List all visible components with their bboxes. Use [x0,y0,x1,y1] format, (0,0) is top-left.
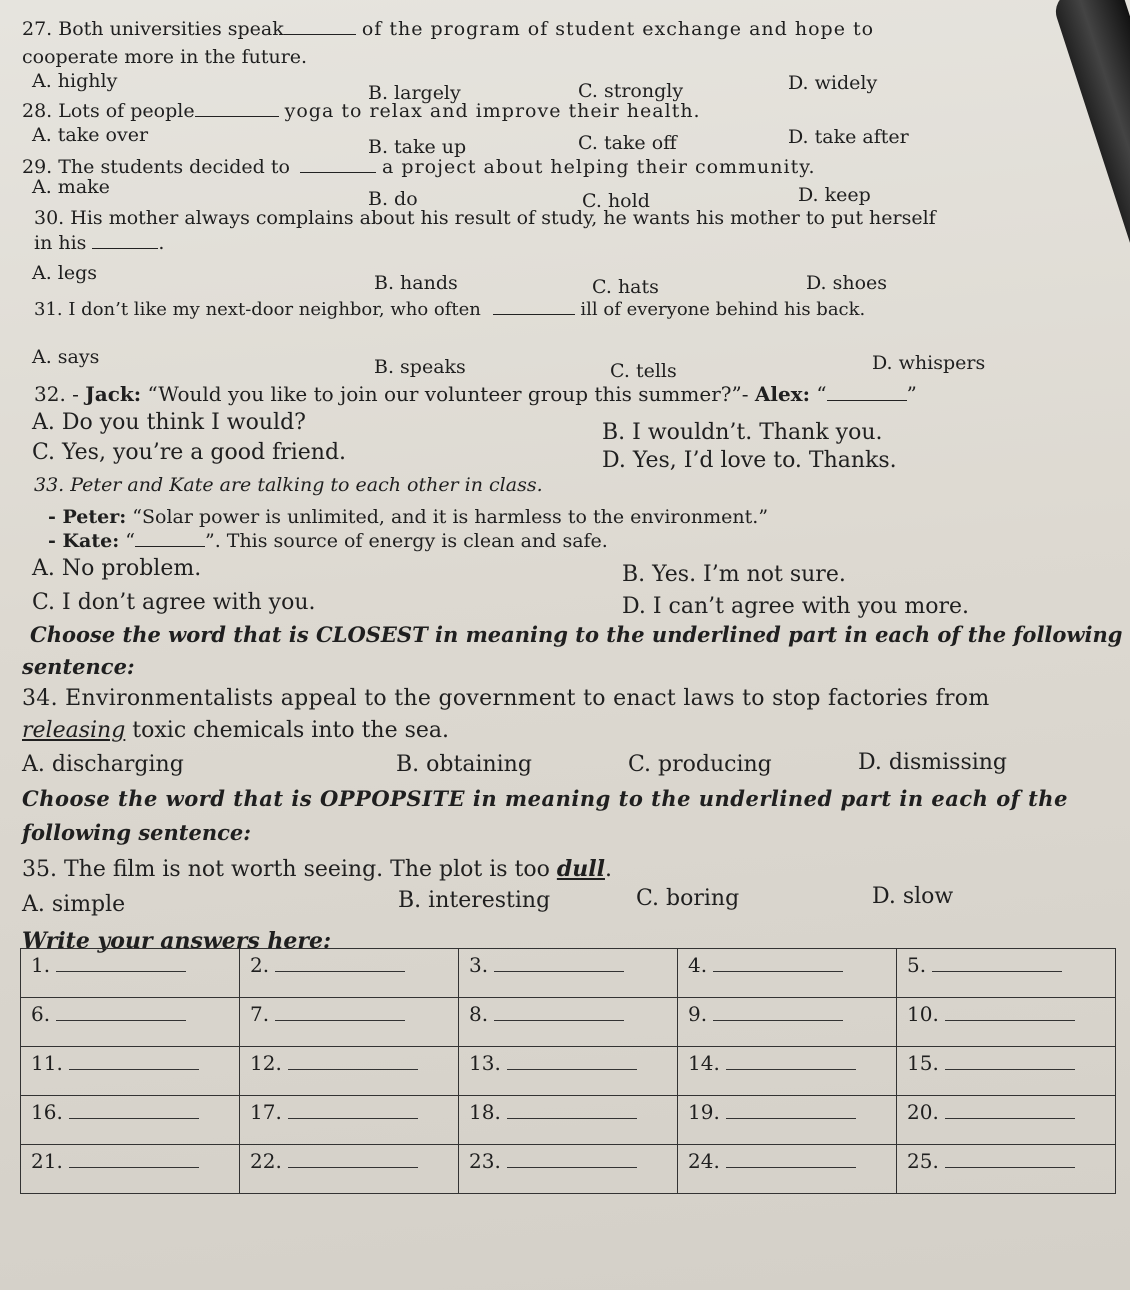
q30-option-c: C. hats [592,276,659,298]
answer-number: 7. [250,1002,270,1026]
q27-option-c: C. strongly [578,80,684,102]
q35-stem: 35. The film is not worth seeing. The plot is too dull. [22,856,612,882]
answer-blank[interactable] [275,955,405,972]
answer-blank[interactable] [945,1151,1075,1168]
q32-option-c: C. Yes, you’re a good friend. [32,440,347,465]
q33-option-d: D. I can’t agree with you more. [622,594,970,619]
answer-row [21,998,1116,1047]
answer-number: 19. [688,1100,720,1124]
q34-option-c: C. producing [628,752,772,777]
answer-blank[interactable] [945,1053,1075,1070]
answer-cell[interactable] [240,949,459,998]
answer-blank[interactable] [494,1004,624,1021]
q35-option-b: B. interesting [398,888,551,913]
answer-cell[interactable] [678,998,897,1047]
answer-cell[interactable] [21,1096,240,1145]
q34-option-b: B. obtaining [396,752,532,777]
q33-blank [135,530,205,547]
q28-option-a: A. take over [32,124,149,146]
q30-stem: 30. His mother always complains about his result of study, he wants his mother to put herself [34,207,936,229]
q31-blank [493,298,575,315]
q29-option-c: C. hold [582,190,650,212]
q34-option-a: A. discharging [22,752,184,777]
answer-blank[interactable] [494,955,624,972]
answer-blank[interactable] [288,1102,418,1119]
q30-option-b: B. hands [374,272,458,294]
q34-option-d: D. dismissing [858,750,1008,775]
answer-blank[interactable] [713,955,843,972]
q33-option-b: B. Yes. I’m not sure. [622,562,846,587]
answer-cell[interactable] [897,1145,1116,1194]
answer-cell[interactable] [459,998,678,1047]
answer-cell[interactable] [459,1047,678,1096]
answer-blank[interactable] [945,1102,1075,1119]
answer-blank[interactable] [69,1102,199,1119]
answer-row [21,949,1116,998]
answer-row [21,1047,1116,1096]
answer-blank[interactable] [69,1053,199,1070]
q34-stem-cont: releasing toxic chemicals into the sea. [22,718,450,743]
q29-option-d: D. keep [798,184,871,206]
q30-option-a: A. legs [32,262,98,284]
answer-number: 12. [250,1051,282,1075]
answer-cell[interactable] [240,1096,459,1145]
answer-cell[interactable] [897,998,1116,1047]
answer-cell[interactable] [459,1145,678,1194]
answer-row [21,1096,1116,1145]
q28-stem: 28. Lots of people yoga to relax and improve their health. [22,100,701,122]
answer-blank[interactable] [932,955,1062,972]
q31-option-d: D. whispers [872,352,986,374]
answer-blank[interactable] [288,1053,418,1070]
answer-cell[interactable] [897,949,1116,998]
answer-number: 14. [688,1051,720,1075]
answer-blank[interactable] [275,1004,405,1021]
answer-number: 22. [250,1149,282,1173]
q33-option-a: A. No problem. [32,556,202,581]
q28-blank [195,100,279,117]
answer-number: 21. [31,1149,63,1173]
answer-number: 25. [907,1149,939,1173]
q33-peter-line: - Peter: “Solar power is unlimited, and it is harmless to the environment.” [48,506,769,528]
answer-cell[interactable] [459,949,678,998]
answer-blank[interactable] [945,1004,1075,1021]
q31-option-c: C. tells [610,360,677,382]
answer-cell[interactable] [897,1047,1116,1096]
answer-blank[interactable] [56,1004,186,1021]
q34-stem: 34. Environmentalists appeal to the government to enact laws to stop factories from [22,686,990,711]
q31-option-a: A. says [32,346,100,368]
q31-stem: 31. I don’t like my next-door neighbor, who often ill of everyone behind his back. [34,299,866,320]
answer-cell[interactable] [240,998,459,1047]
q27-blank [284,18,356,35]
q28-option-b: B. take up [368,136,467,158]
answer-blank[interactable] [56,955,186,972]
q33-option-c: C. I don’t agree with you. [32,590,316,615]
opposite-instruction: Choose the word that is OPPOPSITE in meaning to the underlined part in each of the [22,786,1068,811]
q29-stem: 29. The students decided to a project about helping their community. [22,156,816,178]
answer-number: 11. [31,1051,63,1075]
q30-option-d: D. shoes [806,272,888,294]
answer-blank[interactable] [69,1151,199,1168]
answer-table [20,948,1116,1194]
answer-blank[interactable] [726,1102,856,1119]
answer-number: 23. [469,1149,501,1173]
answer-number: 16. [31,1100,63,1124]
q27-stem-cont: cooperate more in the future. [22,46,308,68]
answer-blank[interactable] [507,1151,637,1168]
closest-instruction-cont: sentence: [22,654,135,679]
answer-cell[interactable] [897,1096,1116,1145]
answer-number: 3. [469,953,489,977]
answer-number: 1. [31,953,51,977]
q29-option-a: A. make [32,176,110,198]
answer-cell[interactable] [678,1096,897,1145]
answer-blank[interactable] [507,1053,637,1070]
answer-number: 6. [31,1002,51,1026]
q29-blank [300,156,376,173]
q32-option-b: B. I wouldn’t. Thank you. [602,420,883,445]
answer-row [21,1145,1116,1194]
answer-blank[interactable] [713,1004,843,1021]
q32-blank [827,384,907,401]
answers-title: Write your answers here: [22,928,332,954]
answer-number: 24. [688,1149,720,1173]
q33-kate-line: - Kate: “ ”. This source of energy is clean and safe. [48,530,608,552]
answer-number: 18. [469,1100,501,1124]
answer-number: 17. [250,1100,282,1124]
answer-number: 20. [907,1100,939,1124]
answer-number: 10. [907,1002,939,1026]
q32-stem: 32. - Jack: “Would you like to join our volunteer group this summer?”- Alex: “ ” [34,382,917,406]
answer-blank[interactable] [726,1151,856,1168]
answer-number: 13. [469,1051,501,1075]
answer-cell[interactable] [21,1047,240,1096]
q32-option-a: A. Do you think I would? [32,410,306,435]
answer-number: 5. [907,953,927,977]
q35-option-d: D. slow [872,884,954,909]
answer-cell[interactable] [678,1047,897,1096]
answer-cell[interactable] [459,1096,678,1145]
answer-number: 15. [907,1051,939,1075]
q28-option-d: D. take after [788,126,909,148]
answer-number: 2. [250,953,270,977]
q27-stem: 27. Both universities speak of the program of student exchange and hope to [22,18,875,40]
answer-number: 9. [688,1002,708,1026]
opposite-instruction-cont: following sentence: [22,820,252,845]
answer-number: 8. [469,1002,489,1026]
q35-option-c: C. boring [636,886,740,911]
answer-cell[interactable] [21,1145,240,1194]
q33-stem: 33. Peter and Kate are talking to each other in class. [34,474,543,496]
q28-option-c: C. take off [578,132,677,154]
answer-blank[interactable] [726,1053,856,1070]
answer-cell[interactable] [21,998,240,1047]
q27-option-a: A. highly [32,70,118,92]
pen-object [1051,0,1130,313]
answer-blank[interactable] [507,1102,637,1119]
q30-stem-cont: in his . [34,232,165,254]
q32-option-d: D. Yes, I’d love to. Thanks. [602,448,897,473]
answer-cell[interactable] [678,949,897,998]
q31-option-b: B. speaks [374,356,466,378]
q35-option-a: A. simple [22,892,126,917]
q27-option-d: D. widely [788,72,878,94]
answer-cell[interactable] [678,1145,897,1194]
q29-option-b: B. do [368,188,418,210]
answer-blank[interactable] [288,1151,418,1168]
q30-blank [92,232,158,249]
answer-number: 4. [688,953,708,977]
q27-option-b: B. largely [368,82,461,104]
answer-cell[interactable] [240,1145,459,1194]
answer-cell[interactable] [21,949,240,998]
answer-cell[interactable] [240,1047,459,1096]
closest-instruction: Choose the word that is CLOSEST in meaning to the underlined part in each of the following [30,622,1123,647]
